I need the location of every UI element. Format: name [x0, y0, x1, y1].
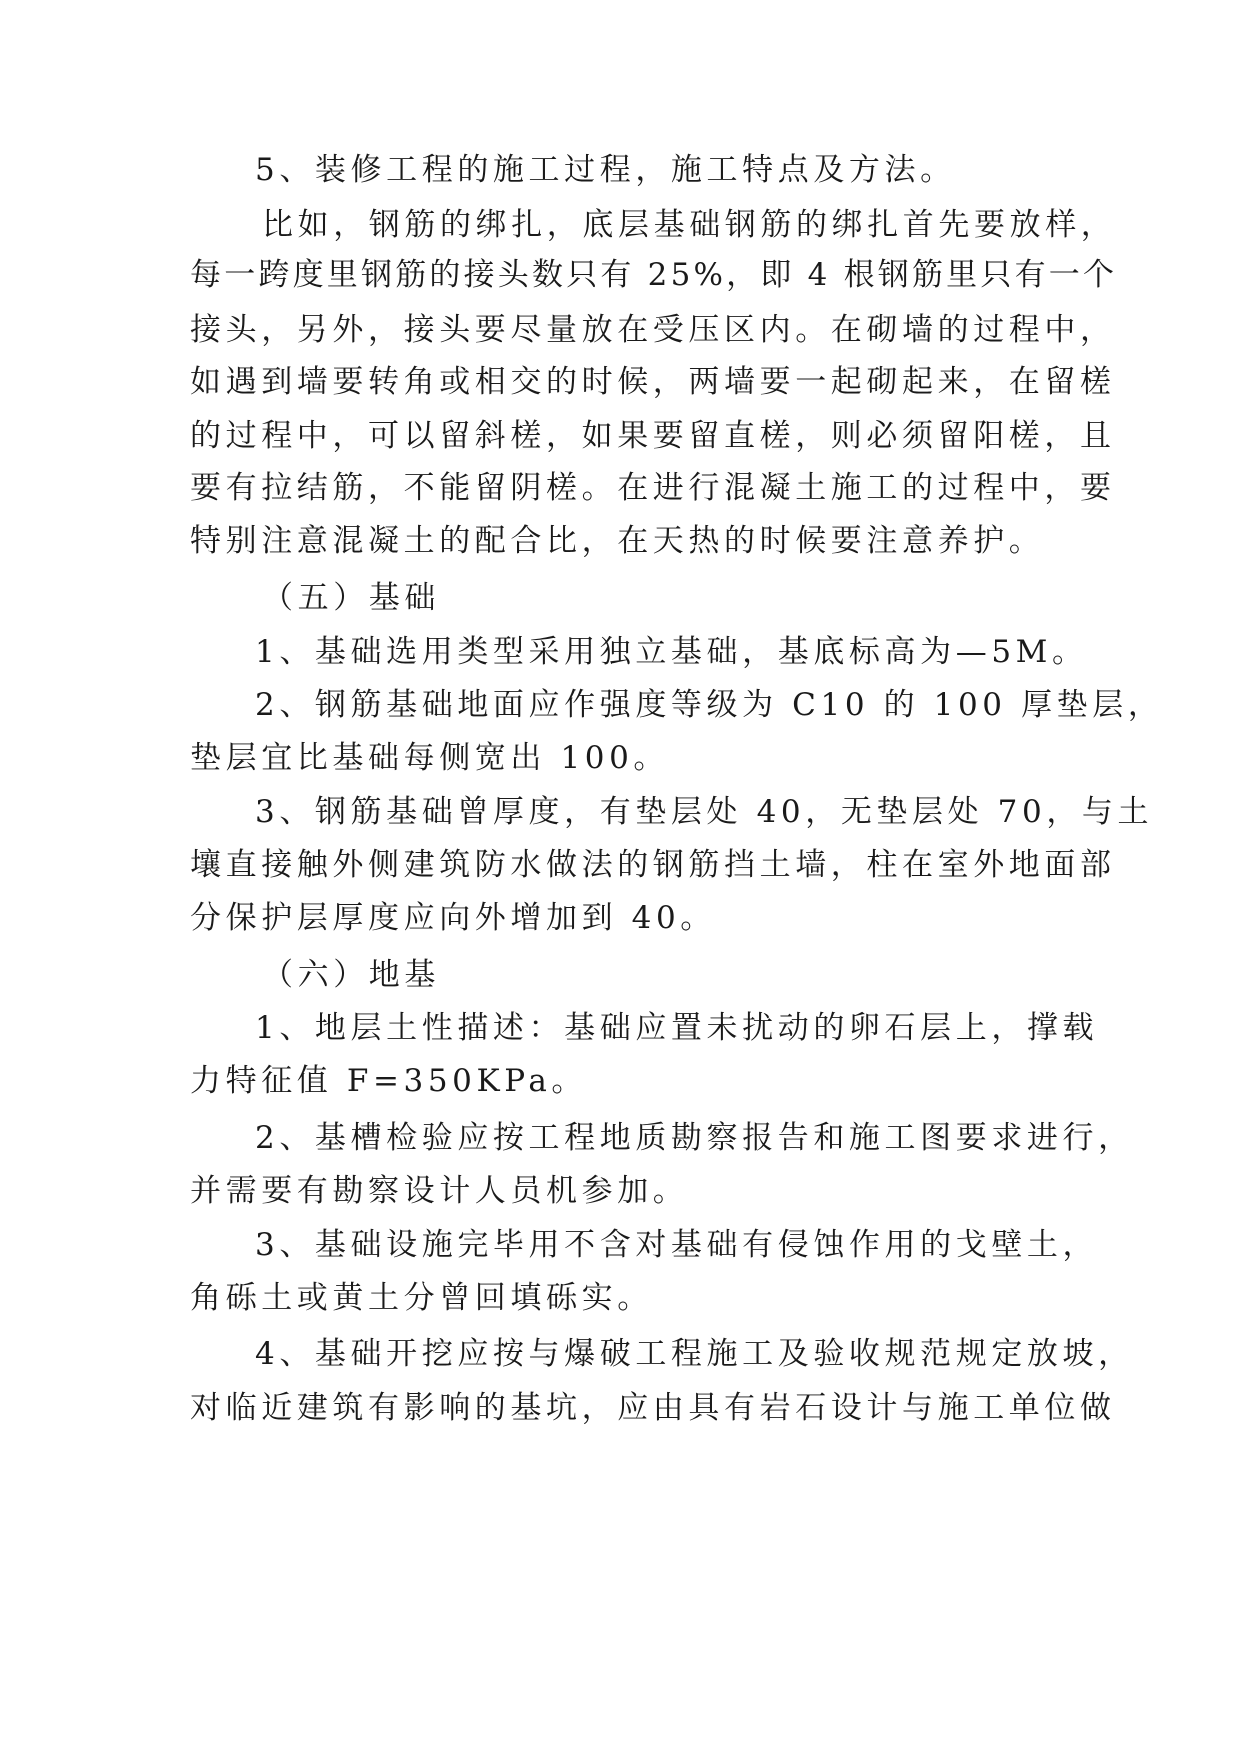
text-line: 接头，另外，接头要尽量放在受压区内。在砌墙的过程中，: [190, 312, 1116, 348]
text-line: 的过程中，可以留斜槎，如果要留直槎，则必须留阳槎，且: [190, 418, 1116, 454]
text-line: 要有拉结筋，不能留阴槎。在进行混凝土施工的过程中，要: [190, 470, 1116, 506]
text-line: 每一跨度里钢筋的接头数只有 25%，即 4 根钢筋里只有一个: [190, 257, 1118, 293]
text-line: 力特征值 F=350KPa。: [190, 1063, 588, 1099]
text-line: 1、地层土性描述：基础应置未扰动的卵石层上，撑载: [255, 1010, 1099, 1046]
text-line: 3、基础设施完毕用不含对基础有侵蚀作用的戈壁土，: [255, 1227, 1099, 1263]
text-line: 分保护层厚度应向外增加到 40。: [190, 900, 716, 936]
text-line: 特别注意混凝土的配合比，在天热的时候要注意养护。: [190, 523, 1045, 559]
text-line: 3、钢筋基础曾厚度，有垫层处 40，无垫层处 70，与土: [255, 794, 1154, 830]
text-line: 5、装修工程的施工过程，施工特点及方法。: [255, 152, 956, 188]
section-heading: （六）地基: [262, 957, 440, 993]
text-line: 比如，钢筋的绑扎，底层基础钢筋的绑扎首先要放样，: [262, 207, 1117, 243]
text-line: 2、基槽检验应按工程地质勘察报告和施工图要求进行，: [255, 1120, 1134, 1156]
text-line: 对临近建筑有影响的基坑，应由具有岩石设计与施工单位做: [190, 1390, 1116, 1426]
text-line: 2、钢筋基础地面应作强度等级为 C10 的 100 厚垫层，: [255, 687, 1164, 723]
text-line: 4、基础开挖应按与爆破工程施工及验收规范规定放坡，: [255, 1336, 1134, 1372]
section-heading: （五）基础: [262, 580, 440, 616]
text-line: 角砾土或黄土分曾回填砾实。: [190, 1280, 653, 1316]
text-line: 并需要有勘察设计人员机参加。: [190, 1173, 689, 1209]
text-line: 壤直接触外侧建筑防水做法的钢筋挡土墙，柱在室外地面部: [190, 847, 1116, 883]
text-line: 1、基础选用类型采用独立基础，基底标高为—5M。: [255, 634, 1088, 670]
text-line: 垫层宜比基础每侧宽出 100。: [190, 740, 670, 776]
text-line: 如遇到墙要转角或相交的时候，两墙要一起砌起来，在留槎: [190, 364, 1116, 400]
